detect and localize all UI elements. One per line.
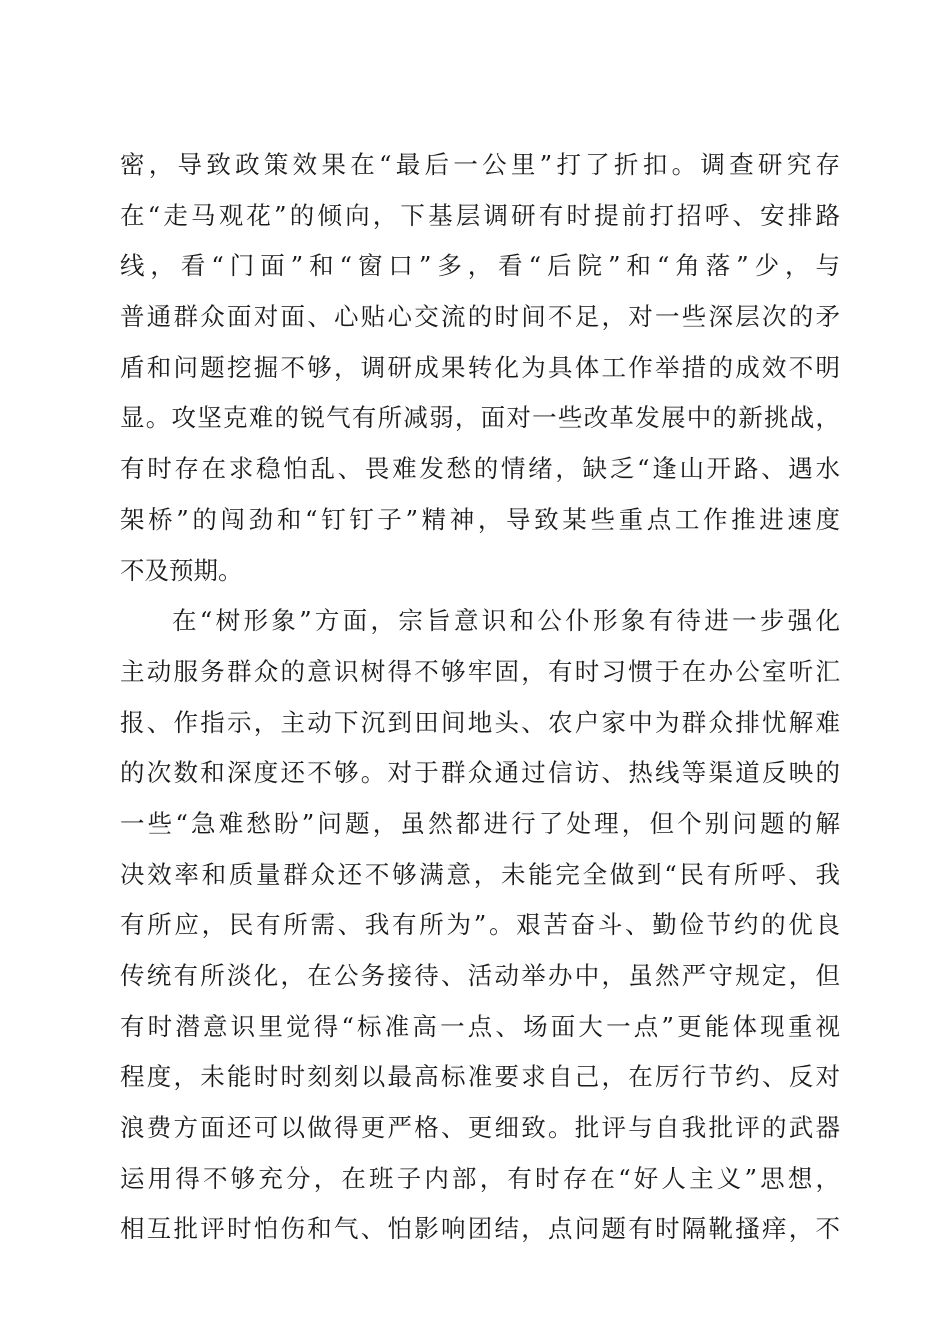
text-line: 在“走马观花”的倾向，下基层调研有时提前打招呼、安排路: [120, 200, 840, 230]
text-line: 在“树形象”方面，宗旨意识和公仆形象有待进一步强化: [172, 606, 840, 636]
text-line: 传统有所淡化，在公务接待、活动举办中，虽然严守规定，但: [120, 961, 840, 990]
text-line: 决效率和质量群众还不够满意，未能完全做到“民有所呼、我: [120, 859, 840, 889]
text-line: 有所应，民有所需、我有所为”。艰苦奋斗、勤俭节约的优良: [120, 910, 840, 940]
text-line: 浪费方面还可以做得更严格、更细致。批评与自我批评的武器: [120, 1113, 840, 1143]
paragraph: [120, 596, 840, 1255]
text-line: 程度，未能时时刻刻以最高标准要求自己，在厉行节约、反对: [120, 1062, 840, 1092]
text-line: 不及预期。: [120, 555, 243, 585]
text-line: 普通群众面对面、心贴心交流的时间不足，对一些深层次的矛: [120, 302, 840, 332]
text-line: 相互批评时怕伤和气、怕影响团结，点问题有时隔靴搔痒，不: [120, 1214, 840, 1244]
paragraph: [120, 140, 840, 596]
text-line: 的次数和深度还不够。对于群众通过信访、热线等渠道反映的: [120, 758, 840, 788]
text-line: 盾和问题挖掘不够，调研成果转化为具体工作举措的成效不明: [120, 352, 840, 382]
text-line: 有时存在求稳怕乱、畏难发愁的情绪，缺乏“逢山开路、遇水: [120, 454, 840, 484]
text-line: 报、作指示，主动下沉到田间地头、农户家中为群众排忧解难: [120, 707, 840, 737]
text-line: 显。攻坚克难的锐气有所减弱，面对一些改革发展中的新挑战，: [120, 403, 840, 433]
text-line: 一些“急难愁盼”问题，虽然都进行了处理，但个别问题的解: [120, 808, 840, 838]
text-line: 有时潜意识里觉得“标准高一点、场面大一点”更能体现重视: [120, 1011, 840, 1041]
text-line: 架桥”的闯劲和“钉钉子”精神，导致某些重点工作推进速度: [120, 504, 840, 534]
text-line: 密，导致政策效果在“最后一公里”打了折扣。调查研究存: [120, 150, 840, 179]
text-line: 主动服务群众的意识树得不够牢固，有时习惯于在办公室听汇: [120, 656, 840, 686]
document-body: [120, 140, 840, 1255]
text-line: 线，看“门面”和“窗口”多，看“后院”和“角落”少，与: [120, 251, 840, 281]
text-line: 运用得不够充分，在班子内部，有时存在“好人主义”思想，: [120, 1163, 840, 1193]
